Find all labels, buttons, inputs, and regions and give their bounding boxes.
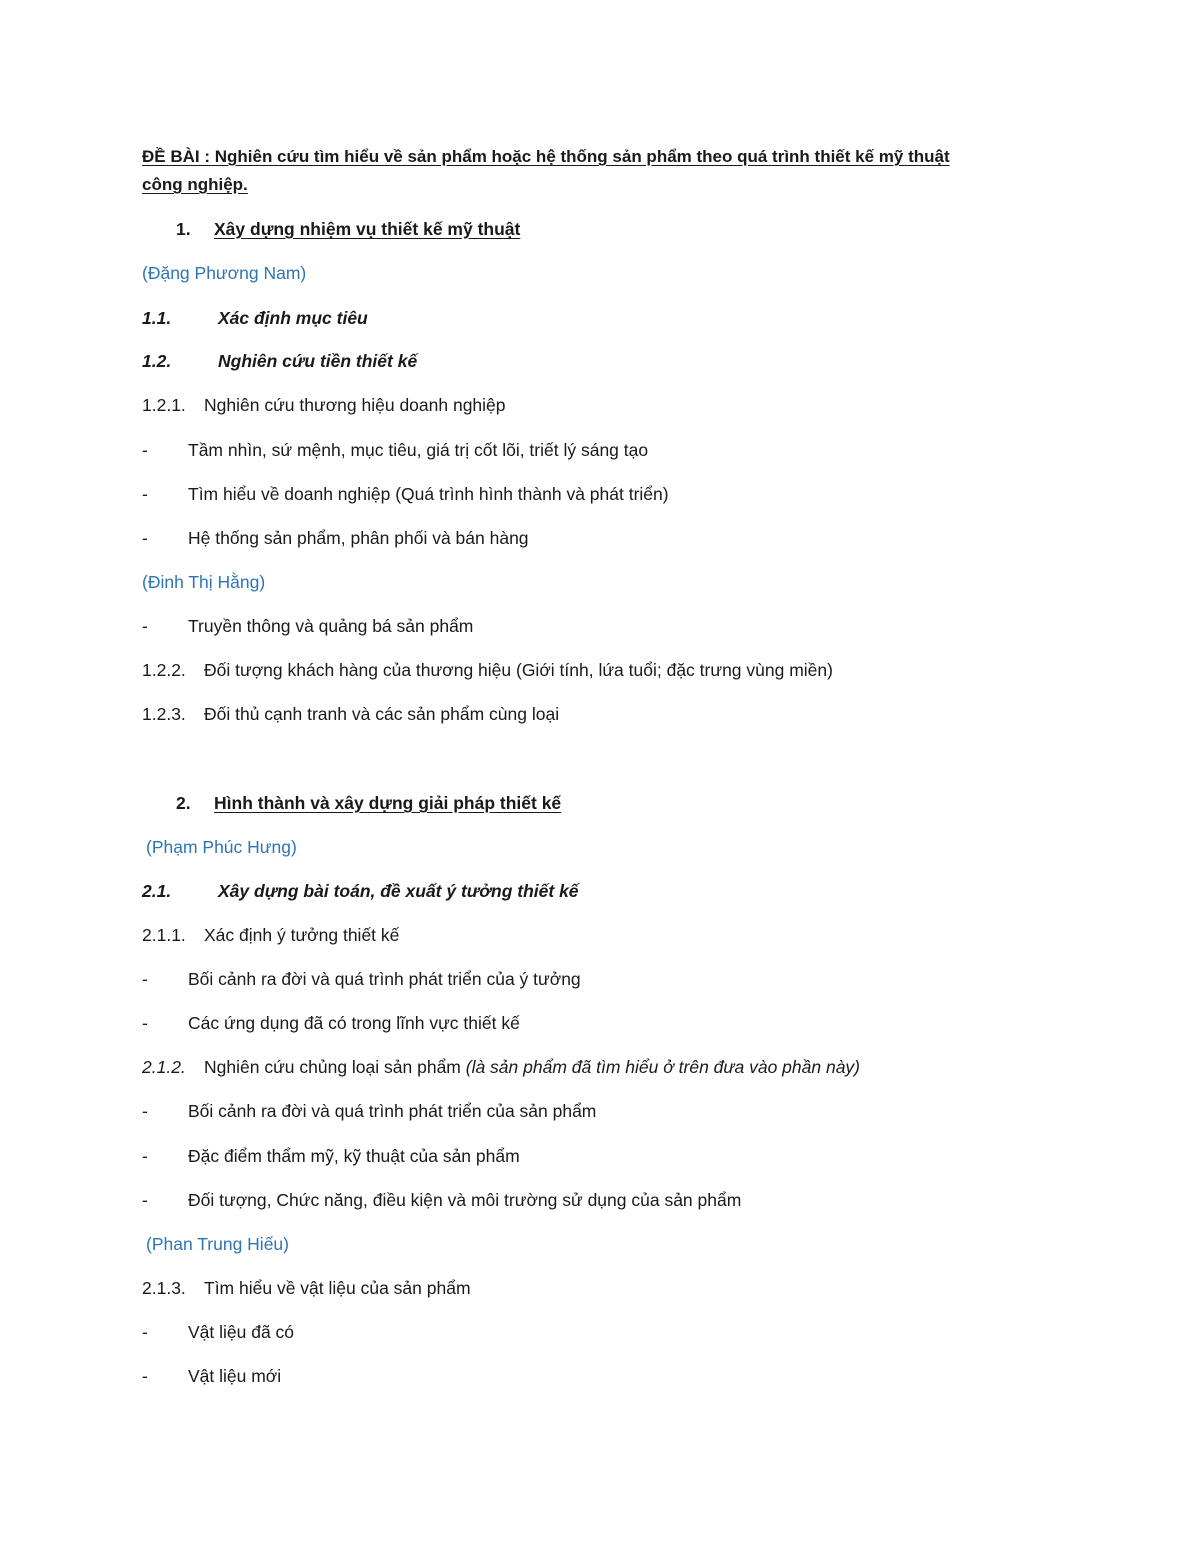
bullet-text: Hệ thống sản phẩm, phân phối và bán hàng — [188, 528, 529, 548]
sub-subsection-heading — [142, 1277, 471, 1299]
sub-subsection-title: Nghiên cứu chủng loại sản phẩm — [204, 1057, 466, 1077]
subsection-number: 1.2. — [142, 351, 172, 371]
bullet-text: Bối cảnh ra đời và quá trình phát triển của sản phẩm — [188, 1101, 597, 1121]
subsection-title: Nghiên cứu tiền thiết kế — [218, 351, 418, 371]
dash-bullet: - — [142, 1013, 148, 1033]
bullet-item — [142, 1189, 741, 1211]
section-title: Hình thành và xây dựng giải pháp thiết kế — [214, 793, 562, 813]
bullet-item — [142, 483, 669, 505]
bullet-text: Đặc điểm thẩm mỹ, kỹ thuật của sản phẩm — [188, 1146, 520, 1166]
bullet-text: Tầm nhìn, sứ mệnh, mục tiêu, giá trị cốt lõi, triết lý sáng tạo — [188, 440, 649, 460]
sub-subsection-number: 2.1.1. — [142, 925, 186, 945]
bullet-text: Vật liệu mới — [188, 1366, 282, 1386]
author-label: (Phan Trung Hiếu) — [146, 1234, 289, 1254]
bullet-item — [142, 968, 581, 990]
subsection-heading — [142, 350, 417, 372]
bullet-text: Truyền thông và quảng bá sản phẩm — [188, 616, 474, 636]
bullet-text: Tìm hiểu về doanh nghiệp (Quá trình hình thành và phát triển) — [188, 484, 669, 504]
sub-subsection-title: Nghiên cứu thương hiệu doanh nghiệp — [204, 395, 506, 415]
dash-bullet: - — [142, 1190, 148, 1210]
subsection-number: 1.1. — [142, 308, 172, 328]
section-1-heading — [176, 218, 520, 240]
section-number: 2. — [176, 793, 191, 813]
bullet-item — [142, 615, 473, 637]
dash-bullet: - — [142, 1101, 148, 1121]
sub-subsection-title: Đối thủ cạnh tranh và các sản phẩm cùng loại — [204, 704, 560, 724]
dash-bullet: - — [142, 440, 148, 460]
sub-subsection-heading — [142, 1056, 860, 1078]
dash-bullet: - — [142, 616, 148, 636]
author-label: (Đặng Phương Nam) — [142, 263, 307, 283]
dash-bullet: - — [142, 1146, 148, 1166]
dash-bullet: - — [142, 484, 148, 504]
bullet-item — [142, 1012, 520, 1034]
bullet-item — [142, 1365, 281, 1387]
sub-subsection-number: 2.1.3. — [142, 1278, 186, 1298]
bullet-item — [142, 1145, 520, 1167]
bullet-item — [142, 527, 529, 549]
bullet-item — [142, 439, 648, 461]
author-label: (Phạm Phúc Hưng) — [146, 837, 297, 857]
sub-subsection-note: (là sản phẩm đã tìm hiểu ở trên đưa vào phần này) — [465, 1057, 861, 1077]
sub-subsection-heading — [142, 703, 559, 725]
section-2-heading — [176, 792, 561, 814]
sub-subsection-heading — [142, 924, 399, 946]
author-label: (Đinh Thị Hằng) — [142, 572, 266, 592]
dash-bullet: - — [142, 528, 148, 548]
subsection-heading — [142, 307, 368, 329]
dash-bullet: - — [142, 969, 148, 989]
subsection-title: Xác định mục tiêu — [218, 308, 368, 328]
doc-title-line2: công nghiệp. — [142, 175, 248, 194]
sub-subsection-number: 1.2.1. — [142, 395, 186, 415]
section-number: 1. — [176, 219, 191, 239]
sub-subsection-number: 1.2.2. — [142, 660, 186, 680]
dash-bullet: - — [142, 1366, 148, 1386]
doc-title-line1: ĐỀ BÀI : Nghiên cứu tìm hiểu về sản phẩm hoặc hệ thống sản phẩm theo quá trình thiết kế mỹ thuật — [142, 147, 950, 166]
bullet-item — [142, 1100, 596, 1122]
sub-subsection-title: Tìm hiểu về vật liệu của sản phẩm — [204, 1278, 471, 1298]
bullet-text: Vật liệu đã có — [188, 1322, 295, 1342]
sub-subsection-number: 2.1.2. — [142, 1057, 186, 1077]
bullet-text: Bối cảnh ra đời và quá trình phát triển của ý tưởng — [188, 969, 581, 989]
sub-subsection-heading — [142, 394, 506, 416]
sub-subsection-title: Xác định ý tưởng thiết kế — [204, 925, 400, 945]
sub-subsection-number: 1.2.3. — [142, 704, 186, 724]
bullet-text: Các ứng dụng đã có trong lĩnh vực thiết kế — [188, 1013, 520, 1033]
subsection-heading — [142, 880, 579, 902]
sub-subsection-title: Đối tượng khách hàng của thương hiệu (Giới tính, lứa tuổi; đặc trưng vùng miền) — [204, 660, 833, 680]
bullet-item — [142, 1321, 294, 1343]
section-title: Xây dựng nhiệm vụ thiết kế mỹ thuật — [214, 219, 521, 239]
subsection-title: Xây dựng bài toán, đề xuất ý tưởng thiết kế — [218, 881, 579, 901]
dash-bullet: - — [142, 1322, 148, 1342]
sub-subsection-heading — [142, 659, 833, 681]
subsection-number: 2.1. — [142, 881, 172, 901]
bullet-text: Đối tượng, Chức năng, điều kiện và môi trường sử dụng của sản phẩm — [188, 1190, 742, 1210]
